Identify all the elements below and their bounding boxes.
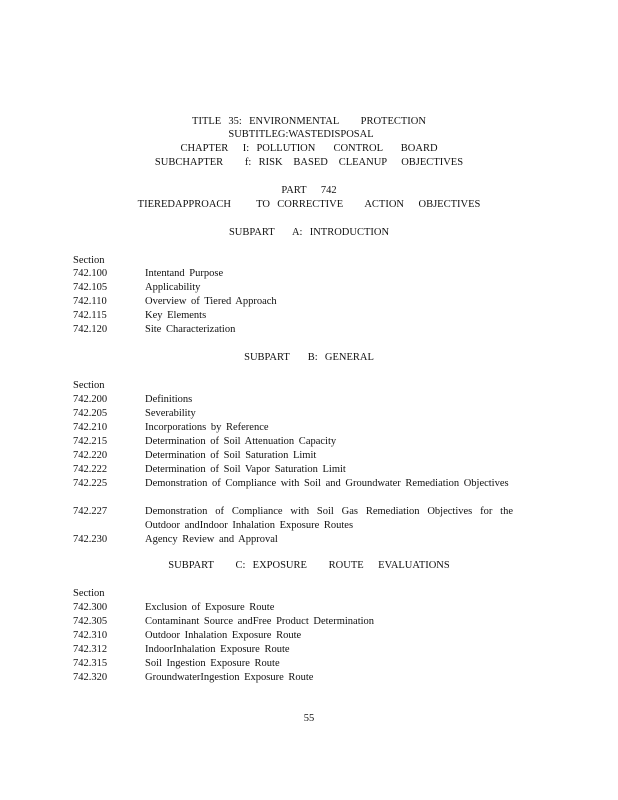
section-number: 742.320: [73, 672, 108, 683]
section-number: 742.315: [73, 658, 108, 669]
toc-row: [73, 601, 533, 615]
section-number: 742.200: [73, 394, 108, 405]
toc-row: [73, 643, 533, 657]
toc-row: [73, 421, 533, 435]
subtitle-line: SUBTITLEG:WASTEDISPOSAL: [228, 129, 374, 140]
section-number: 742.110: [73, 296, 107, 307]
subpart-a-heading: SUBPART A: INTRODUCTION: [228, 227, 390, 238]
section-number: 742.222: [73, 464, 108, 475]
section-number: 742.300: [73, 602, 108, 613]
section-title: Incorporations by Reference: [145, 422, 269, 433]
chapter-line: CHAPTER I: POLLUTION CONTROL BOARD: [180, 143, 438, 154]
section-number: 742.225: [73, 478, 108, 489]
section-title: Demonstration of Compliance with Soil and Groundwater Remediation Objectives: [145, 478, 509, 489]
section-title: Overview of Tiered Approach: [145, 296, 277, 307]
subpart-b-heading: SUBPART B: GENERAL: [244, 352, 374, 363]
section-number: 742.310: [73, 630, 108, 641]
section-title: Severability: [145, 408, 196, 419]
section-title: Determination of Soil Vapor Saturation Limit: [145, 464, 346, 475]
toc-row: [73, 671, 533, 685]
part-line: PART 742: [281, 185, 337, 196]
section-title: Definitions: [145, 394, 193, 405]
section-number: 742.210: [73, 422, 108, 433]
section-number: 742.120: [73, 324, 108, 335]
section-title: GroundwaterIngestion Exposure Route: [145, 672, 314, 683]
toc-row: [73, 629, 533, 643]
section-title: Contaminant Source andFree Product Determination: [145, 616, 375, 627]
toc-row: [73, 615, 533, 629]
section-title: Key Elements: [145, 310, 207, 321]
section-number: 742.215: [73, 436, 108, 447]
subpart-c-heading: SUBPART C: EXPOSURE ROUTE EVALUATIONS: [168, 560, 450, 571]
toc-row: [73, 267, 533, 281]
section-title: Soil Ingestion Exposure Route: [145, 658, 280, 669]
toc-row: [73, 505, 533, 533]
section-title: Demonstration of Compliance with Soil Gas Remediation Objectives for the Outdoor andIndoor Inhalation Exposure Routes: [145, 506, 513, 531]
section-title: Outdoor Inhalation Exposure Route: [145, 630, 302, 641]
section-number: 742.115: [73, 310, 107, 321]
toc-row: [73, 323, 533, 337]
section-label: Section: [73, 255, 105, 266]
toc-row: [73, 393, 533, 407]
section-title: Determination of Soil Saturation Limit: [145, 450, 317, 461]
toc-row: [73, 309, 533, 323]
section-title: Determination of Soil Attenuation Capacity: [145, 436, 337, 447]
section-title: Agency Review and Approval: [145, 534, 278, 545]
toc-row: [73, 435, 533, 449]
section-number: 742.305: [73, 616, 108, 627]
page-number: 55: [303, 713, 315, 724]
section-title: Intentand Purpose: [145, 268, 224, 279]
subchapter-line: SUBCHAPTER f: RISK BASED CLEANUP OBJECTIVES: [154, 157, 464, 168]
toc-row: [73, 295, 533, 309]
section-number: 742.100: [73, 268, 108, 279]
toc-row: [73, 281, 533, 295]
toc-row: [73, 449, 533, 463]
section-number: 742.220: [73, 450, 108, 461]
subpart-a-list: [73, 267, 533, 337]
part-title-line: TIEREDAPPROACH TO CORRECTIVE ACTION OBJECTIVES: [137, 199, 481, 210]
section-label: Section: [73, 588, 105, 599]
toc-row: [73, 463, 533, 477]
section-number: 742.230: [73, 534, 108, 545]
section-number: 742.227: [73, 506, 108, 517]
toc-row: [73, 657, 533, 671]
section-title: Applicability: [145, 282, 201, 293]
section-number: 742.105: [73, 282, 108, 293]
section-title: IndoorInhalation Exposure Route: [145, 644, 290, 655]
title-line: TITLE 35: ENVIRONMENTAL PROTECTION: [192, 116, 426, 127]
section-number: 742.205: [73, 408, 108, 419]
subpart-c-list: [73, 601, 533, 685]
section-label: Section: [73, 380, 105, 391]
subpart-b-list: [73, 393, 533, 547]
section-title: Site Characterization: [145, 324, 236, 335]
toc-row: [73, 533, 533, 547]
toc-row: [73, 477, 533, 505]
section-number: 742.312: [73, 644, 108, 655]
toc-row: [73, 407, 533, 421]
section-title: Exclusion of Exposure Route: [145, 602, 275, 613]
